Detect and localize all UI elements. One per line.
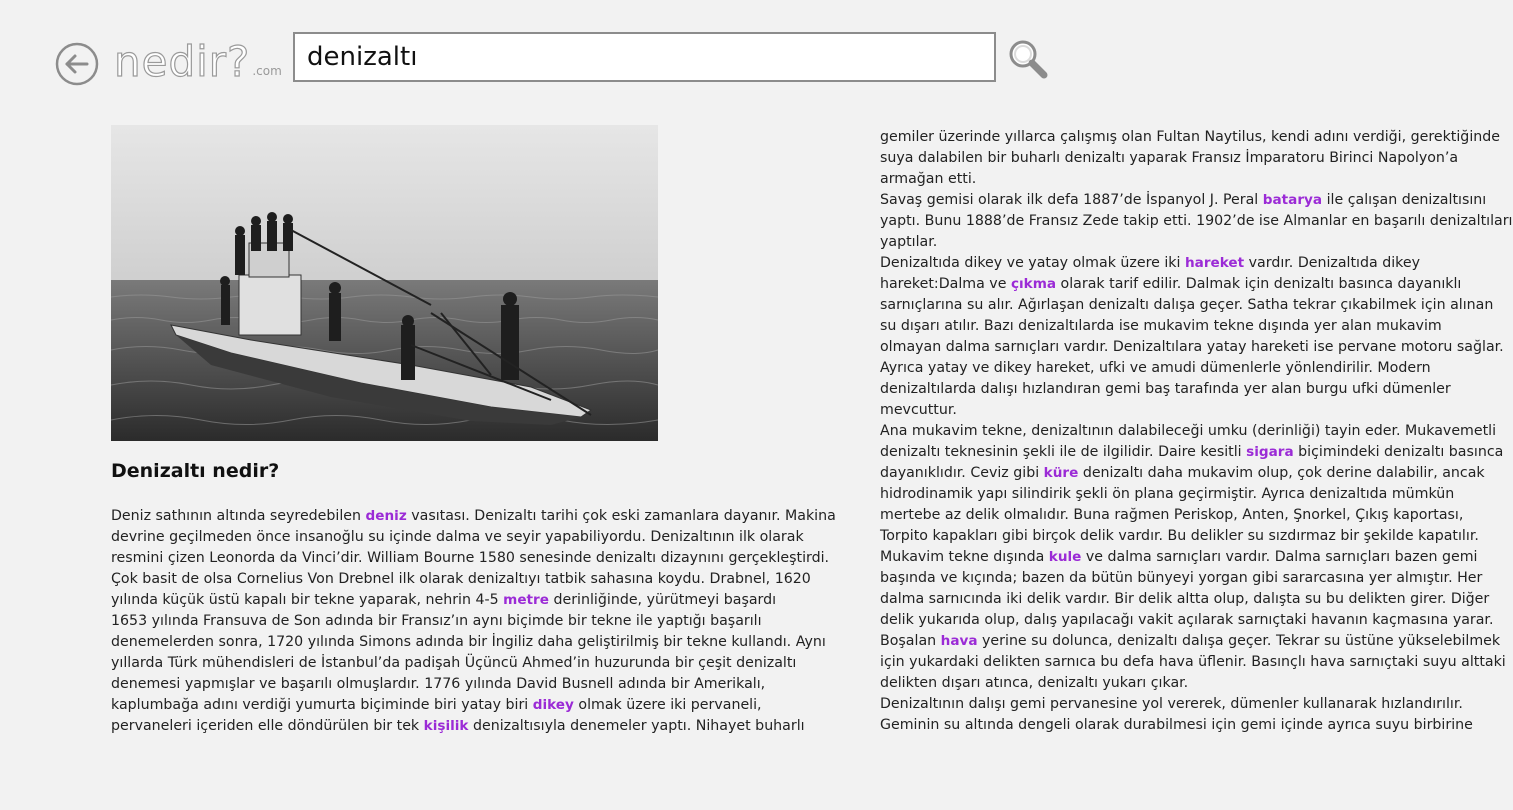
keyword-link[interactable]: deniz <box>365 508 407 524</box>
text-span: 1653 yılında Fransuva de Son adında bir Fransız’ın aynı biçimde bir tekne ile yaptığı başarılı <box>111 613 762 629</box>
text-line <box>880 526 1480 547</box>
text-line <box>111 569 811 590</box>
text-span: yılında küçük üstü kapalı bir tekne yaparak, nehrin 4-5 <box>111 592 504 608</box>
text-span: mevcuttur. <box>880 402 957 418</box>
text-line <box>880 652 1506 673</box>
text-span: Savaş gemisi olarak ilk defa 1887’de İspanyol J. Peral <box>880 192 1263 208</box>
text-span: olarak tarif edilir. Dalmak için denizaltı basınca dayanıklı <box>1056 276 1462 292</box>
keyword-link[interactable]: küre <box>1043 465 1079 481</box>
text-line <box>880 694 1480 715</box>
text-span: Ayrıca yatay ve dikey hareket, ufki ve amudi dümenlerle yönlendirilir. Modern <box>880 360 1431 376</box>
text-span: olmayan dalma sarnıçları vardır. Denizaltılara yatay hareketi ise pervane motoru sağlar. <box>880 339 1504 355</box>
text-span: delik yukarıda olup, dalış yapılacağı vakit açılarak sarnıçtaki havanın kaçmasına yarar. <box>880 612 1494 628</box>
text-span: denemelerden sonra, 1720 yılında Simons adında bir İngiliz daha geliştirilmiş bir tekne kullandı. Aynı <box>111 634 826 650</box>
logo-text: nedir? <box>114 37 251 86</box>
text-span: Mukavim tekne dışında <box>880 549 1049 565</box>
text-span: Ana mukavim tekne, denizaltının dalabileceği umku (derinliği) tayin eder. Mukavemetli <box>880 423 1497 439</box>
keyword-link[interactable]: hareket <box>1184 255 1245 271</box>
text-line <box>111 590 811 611</box>
text-line <box>111 695 811 716</box>
text-line <box>880 547 1480 568</box>
text-line <box>111 527 811 548</box>
keyword-link[interactable]: kule <box>1048 549 1082 565</box>
text-line <box>880 337 1504 358</box>
text-span: yıllarda Türk mühendisleri de İstanbul’da padişah Üçüncü Ahmed’in huzurunda bir çeşit denizaltı <box>111 655 797 671</box>
text-line <box>111 674 811 695</box>
text-line <box>880 232 1480 253</box>
text-line <box>111 506 836 527</box>
logo-suffix: .com <box>252 64 282 78</box>
search-button[interactable] <box>1006 38 1050 82</box>
text-span: dayanıklıdır. Ceviz gibi <box>880 465 1044 481</box>
text-span: denizaltısıyla denemeler yaptı. Nihayet buharlı <box>468 718 805 734</box>
text-span: Denizaltıda dikey ve yatay olmak üzere iki <box>880 255 1185 271</box>
article-body-column-2 <box>880 127 1513 736</box>
text-line <box>880 505 1480 526</box>
text-line <box>880 295 1494 316</box>
text-span: yerine su dolunca, denizaltı dalışa geçer. Tekrar su üstüne yükselebilmek <box>977 633 1501 649</box>
text-span: delikten dışarı atınca, denizaltı yukarı çıkar. <box>880 675 1189 691</box>
keyword-link[interactable]: metre <box>503 592 549 608</box>
text-line <box>880 169 1480 190</box>
text-line <box>880 148 1480 169</box>
text-line <box>880 610 1494 631</box>
text-span: sarnıçlarına su alır. Ağırlaşan denizaltı dalışa geçer. Satha tekrar çıkabilmek için alınan <box>880 297 1494 313</box>
text-span: Çok basit de olsa Cornelius Von Drebnel ilk olarak denizaltıyı tatbik sahasına koydu. Drabnel, 1620 <box>111 571 811 587</box>
text-span: Geminin su altında dengeli olarak durabilmesi için gemi içinde ayrıca suyu birbirine <box>880 717 1473 733</box>
keyword-link[interactable]: çıkma <box>1010 276 1057 292</box>
text-span: denemesi yapmışlar ve başarılı olmuşlardır. 1776 yılında David Busnell adında bir Amerikalı, <box>111 676 766 692</box>
text-line <box>880 253 1480 274</box>
text-line <box>880 442 1504 463</box>
text-span: olmak üzere iki pervaneli, <box>573 697 762 713</box>
site-logo[interactable] <box>114 34 282 84</box>
text-line <box>880 589 1490 610</box>
text-span: denizaltı daha mukavim olup, çok derine dalabilir, ancak <box>1078 465 1485 481</box>
text-span: ile çalışan denizaltısını <box>1322 192 1487 208</box>
text-line <box>880 211 1513 232</box>
text-span: başında ve kıçında; bazen da bütün bünyeyi yorgan gibi sararcasına yer almıştır. Her <box>880 570 1483 586</box>
text-span: Boşalan <box>880 633 941 649</box>
text-span: resmini çizen Leonorda da Vinci’dir. William Bourne 1580 senesinde denizaltı dizaynını gerçekleştirdi. <box>111 550 830 566</box>
text-span: suya dalabilen bir buharlı denizaltı yaparak Fransız İmparatoru Birinci Napolyon’a <box>880 150 1459 166</box>
text-span: dalma sarnıcında iki delik vardır. Bir delik altta olup, dalışta su bu delikten girer. Diğer <box>880 591 1490 607</box>
keyword-link[interactable]: batarya <box>1262 192 1323 208</box>
text-line <box>880 127 1500 148</box>
text-span: denizaltı teknesinin şekli ile de ilgilidir. Daire kesitli <box>880 444 1247 460</box>
text-span: devrine geçilmeden önce insanoğlu su içinde dalma ve seyir yapabiliyordu. Denizaltının ilk olarak <box>111 529 804 545</box>
text-span: gemiler üzerinde yıllarca çalışmış olan Fultan Naytilus, kendi adını verdiği, gerektiğinde <box>880 129 1500 145</box>
text-span: hareket:Dalma ve <box>880 276 1011 292</box>
text-line <box>880 673 1480 694</box>
text-span: Denizaltının dalışı gemi pervanesine yol vererek, dümenler kullanarak hızlandırılır. <box>880 696 1463 712</box>
back-button[interactable] <box>55 42 99 86</box>
text-span: vardır. Denizaltıda dikey <box>1244 255 1420 271</box>
article-title: Denizaltı nedir? <box>111 460 280 482</box>
text-span: biçimindeki denizaltı basınca <box>1293 444 1504 460</box>
text-line <box>880 190 1487 211</box>
back-arrow-circle-icon <box>55 42 99 86</box>
text-span: için yukardaki delikten sarnıca bu defa hava üflenir. Basınçlı hava sarnıçtaki suyu alttaki <box>880 654 1506 670</box>
text-line <box>880 379 1480 400</box>
text-line <box>880 316 1480 337</box>
text-span: armağan etti. <box>880 171 977 187</box>
text-line <box>880 358 1480 379</box>
text-line <box>880 463 1485 484</box>
text-line <box>880 631 1501 652</box>
text-line <box>880 568 1483 589</box>
text-line <box>111 716 811 737</box>
text-span: ve dalma sarnıçları vardır. Dalma sarnıçları bazen gemi <box>1081 549 1478 565</box>
text-line <box>111 632 826 653</box>
text-line <box>111 611 811 632</box>
text-span: kaplumbağa adını verdiği yumurta biçiminde biri yatay biri <box>111 697 533 713</box>
text-span: Deniz sathının altında seyredebilen <box>111 508 366 524</box>
text-line <box>111 548 830 569</box>
text-line <box>880 400 1480 421</box>
text-line <box>880 715 1480 736</box>
text-span: vasıtası. Denizaltı tarihi çok eski zamanlara dayanır. Makina <box>406 508 836 524</box>
text-span: pervaneleri içeriden elle döndürülen bir tek <box>111 718 424 734</box>
text-span: yaptılar. <box>880 234 938 250</box>
text-line <box>880 274 1480 295</box>
text-span: derinliğinde, yürütmeyi başardı <box>548 592 777 608</box>
text-span: hidrodinamik yapı silindirik şekli ön plana geçirmiştir. Ayrıca denizaltıda mümkün <box>880 486 1455 502</box>
text-span: su dışarı atılır. Bazı denizaltılarda ise mukavim tekne dışında yer alan mukavim <box>880 318 1442 334</box>
article-image-submarine <box>111 125 658 441</box>
keyword-link[interactable]: dikey <box>532 697 574 713</box>
text-span: yaptı. Bunu 1888’de Fransız Zede takip etti. 1902’de ise Almanlar en başarılı denizaltıları <box>880 213 1513 229</box>
keyword-link[interactable]: kişilik <box>423 718 469 734</box>
text-span: denizaltılarda dalışı hızlandıran gemi baş tarafında yer alan burgu ufki dümenler <box>880 381 1451 397</box>
text-line <box>880 421 1497 442</box>
article-body-column-1 <box>111 506 836 737</box>
keyword-link[interactable]: hava <box>940 633 978 649</box>
magnifier-icon <box>1006 38 1050 82</box>
text-span: Torpito kapakları gibi birçok delik vardır. Bu delikler su sızdırmaz bir şekilde kapatılır. <box>880 528 1479 544</box>
text-span: mertebe az delik olmalıdır. Buna rağmen Periskop, Anten, Şnorkel, Çıkış kaportası, <box>880 507 1464 523</box>
search-input[interactable] <box>293 32 996 82</box>
text-line <box>880 484 1480 505</box>
text-line <box>111 653 811 674</box>
keyword-link[interactable]: sigara <box>1246 444 1294 460</box>
